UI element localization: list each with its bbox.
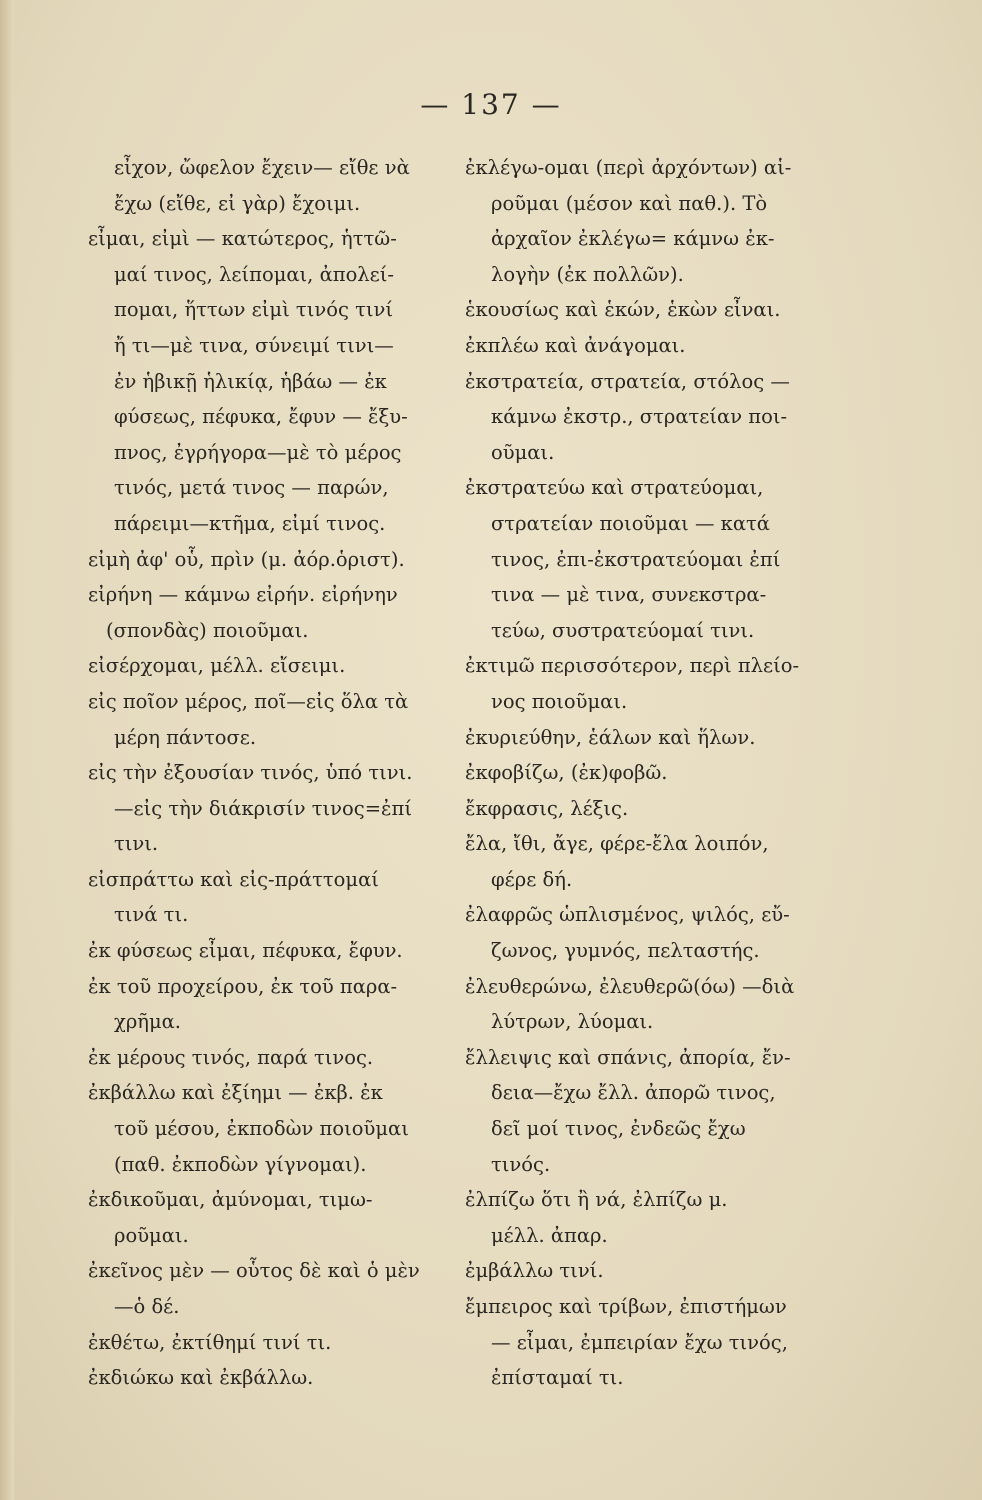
text-line: τινά τι.	[114, 903, 189, 927]
text-line: ζωνος, γυμνός, πελταστής.	[491, 939, 760, 963]
text-line: ἔχω (εἴθε, εἰ γὰρ) ἔχοιμι.	[114, 191, 361, 215]
text-line: κάμνω ἐκστρ., στρατείαν ποι-	[491, 405, 788, 429]
text-line: —ὁ δέ.	[114, 1295, 180, 1318]
text-line: εἶχον, ὤφελον ἔχειν— εἴθε νὰ	[114, 156, 410, 179]
text-line: τεύω, συστρατεύομαί τινι.	[491, 618, 755, 642]
text-line: ἐκφοβίζω, (ἐκ)φοβῶ.	[465, 761, 668, 785]
text-line: εἶμαι, εἰμὶ — κατώτερος, ἡττῶ-	[88, 227, 397, 251]
left-column	[88, 150, 448, 1396]
text-line: ἔλλειψις καὶ σπάνις, ἀπορία, ἔν-	[465, 1045, 791, 1069]
text-line: εἰσέρχομαι, μέλλ. εἴσειμι.	[88, 654, 346, 678]
text-line: ἀρχαῖον ἐκλέγω= κάμνω ἐκ-	[491, 227, 775, 251]
page-number-header: — 137 —	[420, 88, 562, 121]
text-line: ἐκεῖνος μὲν — οὗτος δὲ καὶ ὁ μὲν	[88, 1259, 420, 1283]
text-line: τινα — μὲ τινα, συνεκστρα-	[491, 583, 767, 607]
text-line: ἐκυριεύθην, ἑάλων καὶ ἥλων.	[465, 725, 756, 749]
text-line: ἐλευθερώνω, ἐλευθερῶ(όω) —διὰ	[465, 974, 795, 998]
text-line: ροῦμαι.	[114, 1223, 189, 1247]
text-line: ροῦμαι (μέσον καὶ παθ.). Τὸ	[491, 191, 768, 215]
text-line: πομαι, ἥττων εἰμὶ τινός τινί	[114, 298, 393, 322]
text-line: δεια—ἔχω ἔλλ. ἀπορῶ τινος,	[491, 1081, 776, 1105]
text-line: στρατείαν ποιοῦμαι — κατά	[491, 511, 770, 535]
text-line: εἰς ποῖον μέρος, ποῖ—εἰς ὅλα τὰ	[88, 689, 409, 713]
text-line: ἐκβάλλω καὶ ἐξίημι — ἐκβ. ἐκ	[88, 1081, 383, 1105]
text-line: ἐκπλέω καὶ ἀνάγομαι.	[465, 333, 686, 357]
text-line: (παθ. ἐκποδὼν γίγνομαι).	[114, 1152, 367, 1176]
text-line: ἐλαφρῶς ὡπλισμένος, ψιλός, εὔ-	[465, 903, 790, 927]
text-line: ἐμβάλλω τινί.	[465, 1259, 604, 1283]
text-line: ἐπίσταμαί τι.	[491, 1366, 624, 1390]
text-line: φύσεως, πέφυκα, ἔφυν — ἔξυ-	[114, 405, 408, 429]
text-line: δεῖ μοί τινος, ἐνδεῶς ἔχω	[491, 1117, 746, 1141]
text-line: τοῦ μέσου, ἐκποδὼν ποιοῦμαι	[114, 1117, 409, 1141]
text-line: ἑκουσίως καὶ ἑκών, ἑκὼν εἶναι.	[465, 298, 781, 322]
text-line: ἐν ἡβικῇ ἡλικίᾳ, ἡβάω — ἐκ	[114, 369, 387, 393]
text-line: ἐκστρατεύω καὶ στρατεύομαι,	[465, 476, 764, 500]
text-line: ἐκστρατεία, στρατεία, στόλος —	[465, 369, 790, 393]
text-line: τινος, ἐπι-ἐκστρατεύομαι ἐπί	[491, 547, 781, 571]
text-line: ἐκ τοῦ προχείρου, ἐκ τοῦ παρα-	[88, 974, 398, 998]
text-line: λύτρων, λύομαι.	[491, 1010, 654, 1034]
text-line: μαί τινος, λείπομαι, ἀπολεί-	[114, 262, 394, 286]
text-line: ἐκ μέρους τινός, παρά τινος.	[88, 1045, 374, 1069]
text-line: — εἶμαι, ἐμπειρίαν ἔχω τινός,	[491, 1330, 788, 1354]
text-line: τινός, μετά τινος — παρών,	[114, 476, 389, 500]
text-line: τινι.	[114, 832, 159, 856]
text-line: μέλλ. ἀπαρ.	[491, 1223, 608, 1247]
text-line: ἐκδικοῦμαι, ἀμύνομαι, τιμω-	[88, 1188, 373, 1212]
text-line: πνος, ἐγρήγορα—μὲ τὸ μέρος	[114, 440, 402, 464]
text-line: ἔλα, ἴθι, ἄγε, φέρε-ἔλα λοιπόν,	[465, 832, 769, 856]
text-line: ἐκτιμῶ περισσότερον, περὶ πλείο-	[465, 654, 800, 678]
text-line: χρῆμα.	[114, 1010, 182, 1034]
text-line: ἐκδιώκω καὶ ἐκβάλλω.	[88, 1366, 314, 1390]
text-line: ἐκ φύσεως εἶμαι, πέφυκα, ἔφυν.	[88, 939, 403, 963]
text-line: οῦμαι.	[491, 440, 555, 464]
text-line: νος ποιοῦμαι.	[491, 689, 628, 713]
text-line: —εἰς τὴν διάκρισίν τινος=ἐπί	[114, 796, 412, 820]
text-line: εἰσπράττω καὶ εἰς-πράττομαί	[88, 867, 379, 891]
text-line: εἰμὴ ἀφ' οὗ, πρὶν (μ. ἀόρ.ὁριστ).	[88, 547, 405, 571]
text-line: εἰς τὴν ἐξουσίαν τινός, ὑπό τινι.	[88, 761, 413, 785]
text-line: (σπονδὰς) ποιοῦμαι.	[106, 618, 309, 642]
text-line: ἔκφρασις, λέξις.	[465, 796, 629, 820]
text-line: εἰρήνη — κάμνω εἰρήν. εἰρήνην	[88, 583, 398, 607]
text-line: μέρη πάντοσε.	[114, 725, 257, 749]
right-column	[465, 150, 840, 1396]
text-line: πάρειμι—κτῆμα, εἰμί τινος.	[114, 511, 386, 535]
text-line: λογὴν (ἐκ πολλῶν).	[491, 262, 684, 286]
text-line: ἐλπίζω ὅτι ἢ νά, ἐλπίζω μ.	[465, 1188, 728, 1212]
text-line: τινός.	[491, 1152, 551, 1176]
page-spine-shadow	[0, 0, 14, 1500]
text-line: ἐκθέτω, ἐκτίθημί τινί τι.	[88, 1330, 332, 1354]
text-line: φέρε δή.	[491, 867, 573, 891]
text-line: ἤ τι—μὲ τινα, σύνειμί τινι—	[114, 333, 394, 357]
text-line: ἐκλέγω-ομαι (περὶ ἀρχόντων) αἱ-	[465, 156, 792, 179]
text-line: ἔμπειρος καὶ τρίβων, ἐπιστήμων	[465, 1295, 787, 1318]
